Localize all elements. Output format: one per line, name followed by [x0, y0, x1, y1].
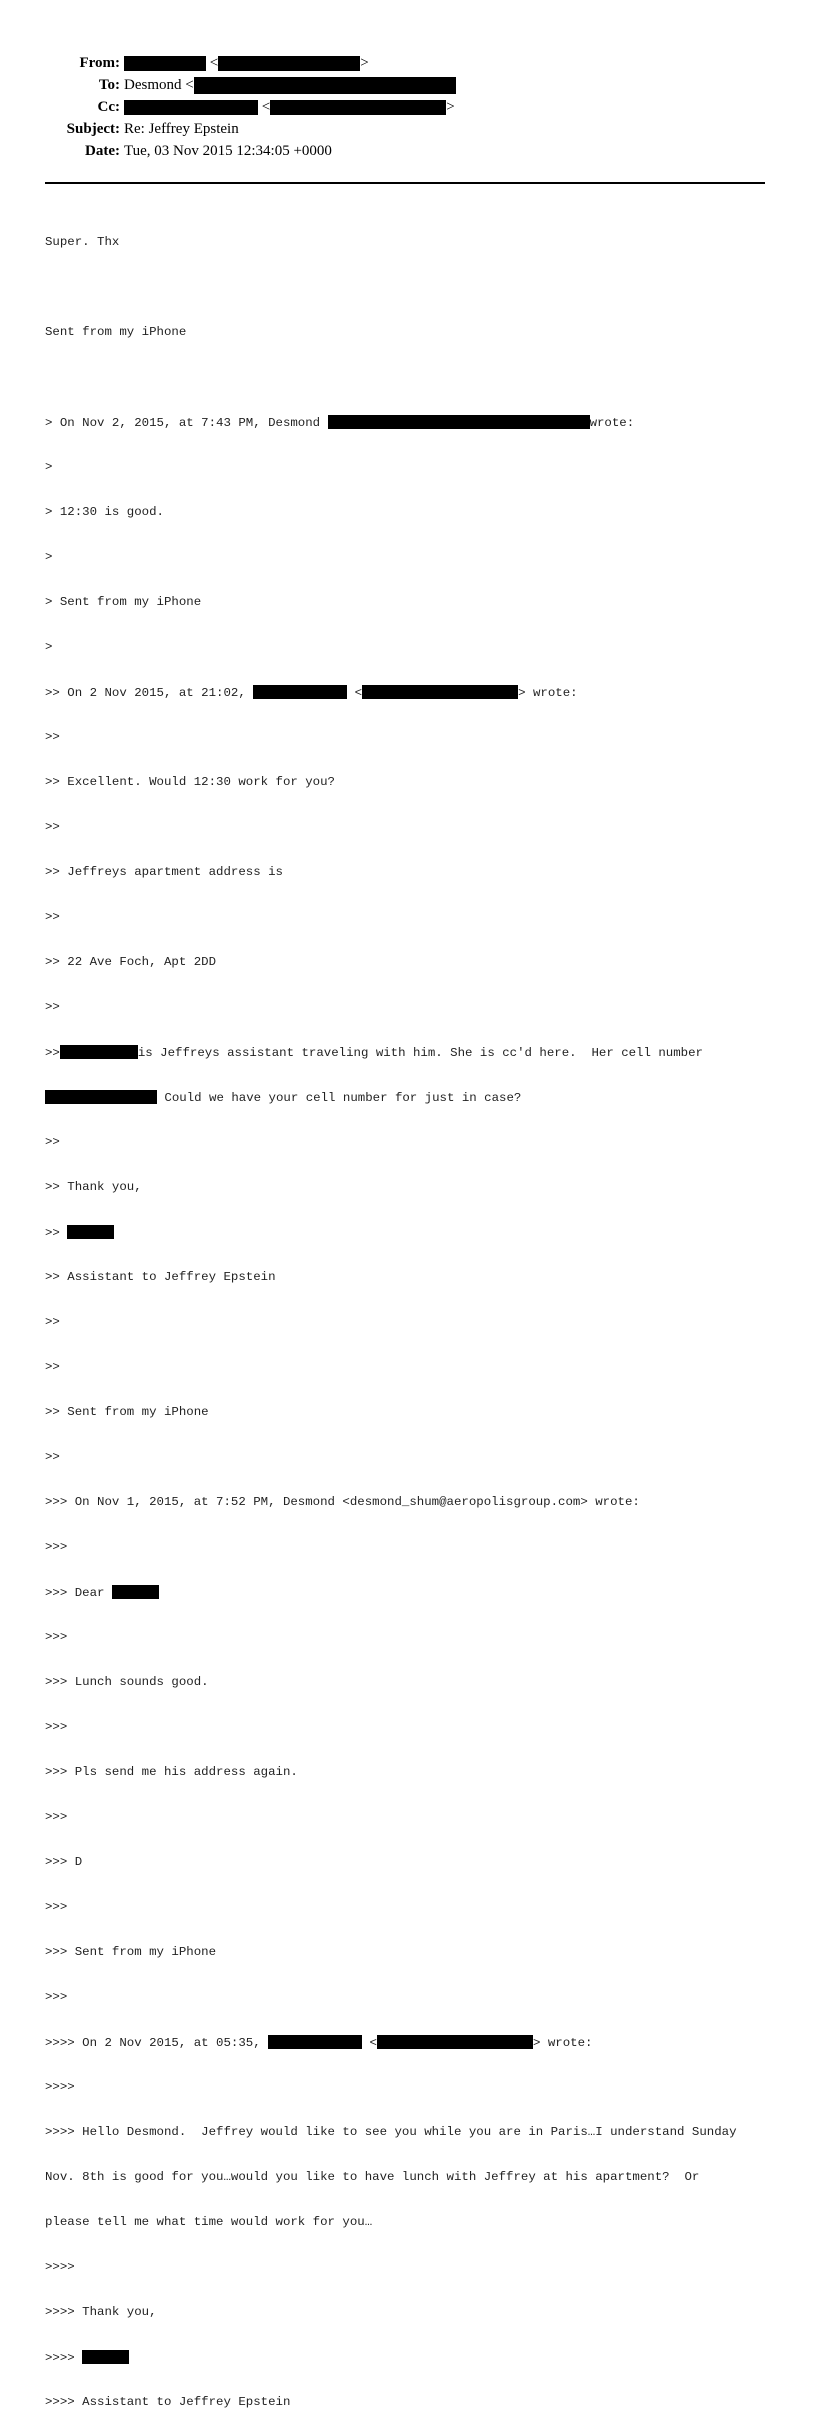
body-line	[45, 1585, 737, 1600]
redaction	[124, 100, 258, 115]
header-divider	[45, 182, 765, 184]
quote-header-line: >>> On Nov 1, 2015, at 7:52 PM, Desmond <desmond_shum@aeropolisgroup.com> wrote:	[45, 1495, 640, 1509]
cc-row	[0, 96, 816, 118]
date-row	[0, 140, 816, 162]
body-line: >> 22 Ave Foch, Apt 2DD	[45, 955, 217, 969]
quote-header-text: <	[362, 2036, 377, 2050]
to-name: Desmond	[124, 77, 182, 93]
quote-header-text: >>>> On 2 Nov 2015, at 05:35,	[45, 2036, 269, 2050]
body-line: Nov. 8th is good for you…would you like to have lunch with Jeffrey at his apartment? Or	[45, 2170, 700, 2184]
redaction	[45, 1090, 157, 1104]
body-line: >> Sent from my iPhone	[45, 1405, 209, 1419]
body-line	[45, 2350, 737, 2365]
body-line: >>> Pls send me his address again.	[45, 1765, 298, 1779]
redaction	[270, 100, 446, 115]
body-text: Could we have your cell number for just in case?	[157, 1091, 522, 1105]
body-line: >>> Lunch sounds good.	[45, 1675, 209, 1689]
quote-header-text: >> On 2 Nov 2015, at 21:02,	[45, 686, 254, 700]
quote-header-text: > On Nov 2, 2015, at 7:43 PM, Desmond	[45, 416, 328, 430]
body-line: >>> D	[45, 1855, 83, 1869]
cc-value: < >	[124, 96, 455, 118]
body-line: Super. Thx	[45, 235, 120, 249]
quote-header-text: > wrote:	[532, 2036, 593, 2050]
quote-header-line	[45, 415, 737, 430]
redaction	[112, 1585, 159, 1599]
body-line: Sent from my iPhone	[45, 325, 187, 339]
body-line: >> Jeffreys apartment address is	[45, 865, 283, 879]
body-line: >>>	[45, 1630, 68, 1644]
quote-header-text: > wrote:	[518, 686, 578, 700]
body-line: >>>> Thank you,	[45, 2305, 157, 2319]
redaction	[253, 685, 347, 699]
body-line: >>	[45, 1360, 60, 1374]
redaction	[60, 1045, 138, 1059]
body-line: >>	[45, 1000, 60, 1014]
redaction	[218, 56, 360, 71]
body-text: >>	[45, 1046, 60, 1060]
quote-header-text: <	[347, 686, 363, 700]
redaction	[67, 1225, 114, 1239]
subject-value: Re: Jeffrey Epstein	[124, 121, 239, 137]
body-text: >>>>	[45, 2351, 83, 2365]
redaction	[362, 685, 518, 699]
body-line: >>	[45, 730, 60, 744]
from-value: < >	[124, 52, 369, 74]
cc-label: Cc:	[97, 99, 120, 115]
redaction	[194, 77, 456, 94]
body-line: >> Thank you,	[45, 1180, 142, 1194]
body-text: >>> Dear	[45, 1586, 112, 1600]
quote-header-text: wrote:	[589, 416, 635, 430]
body-line: please tell me what time would work for you…	[45, 2215, 373, 2229]
redaction	[82, 2350, 129, 2364]
from-label: From:	[79, 55, 120, 71]
subject-row	[0, 118, 816, 140]
body-line: >>>	[45, 1900, 68, 1914]
blank-line	[45, 280, 737, 295]
body-line	[45, 1090, 737, 1105]
body-line: >>>	[45, 1540, 68, 1554]
body-line: >>>>	[45, 2260, 75, 2274]
to-value: Desmond <	[124, 74, 456, 96]
body-line: >> Assistant to Jeffrey Epstein	[45, 1270, 276, 1284]
body-line: >>> Sent from my iPhone	[45, 1945, 217, 1959]
redaction	[268, 2035, 362, 2049]
body-line: >>>	[45, 1720, 68, 1734]
message-body	[45, 205, 737, 2425]
body-line: > Sent from my iPhone	[45, 595, 202, 609]
to-row	[0, 74, 816, 96]
body-line: >	[45, 640, 53, 654]
subject-label: Subject:	[66, 121, 120, 137]
date-value: Tue, 03 Nov 2015 12:34:05 +0000	[124, 143, 332, 159]
body-line: >> Excellent. Would 12:30 work for you?	[45, 775, 335, 789]
body-line: >>>> Assistant to Jeffrey Epstein	[45, 2395, 291, 2409]
body-line: >>	[45, 1135, 60, 1149]
date-label: Date:	[85, 143, 120, 159]
to-label: To:	[98, 77, 120, 93]
quote-header-line	[45, 2035, 737, 2050]
body-line: >>	[45, 1315, 60, 1329]
body-line: >>>	[45, 1990, 68, 2004]
body-line: >	[45, 550, 53, 564]
quote-header-line	[45, 685, 737, 700]
body-text: is Jeffreys assistant traveling with him. She is cc'd here. Her cell number	[137, 1046, 703, 1060]
body-line	[45, 1045, 737, 1060]
body-line: >>>> Hello Desmond. Jeffrey would like to see you while you are in Paris…I understand Sunday	[45, 2125, 737, 2139]
body-line: > 12:30 is good.	[45, 505, 164, 519]
blank-line	[45, 370, 737, 385]
body-line: >>	[45, 1450, 60, 1464]
body-line: >>	[45, 910, 60, 924]
from-row	[0, 52, 816, 74]
body-text: >>	[45, 1226, 68, 1240]
redaction	[328, 415, 590, 429]
redaction	[124, 56, 206, 71]
body-line: >>>	[45, 1810, 68, 1824]
body-line: >>>>	[45, 2080, 75, 2094]
body-line: >>	[45, 820, 60, 834]
body-line: >	[45, 460, 53, 474]
body-line	[45, 1225, 737, 1240]
redaction	[377, 2035, 533, 2049]
